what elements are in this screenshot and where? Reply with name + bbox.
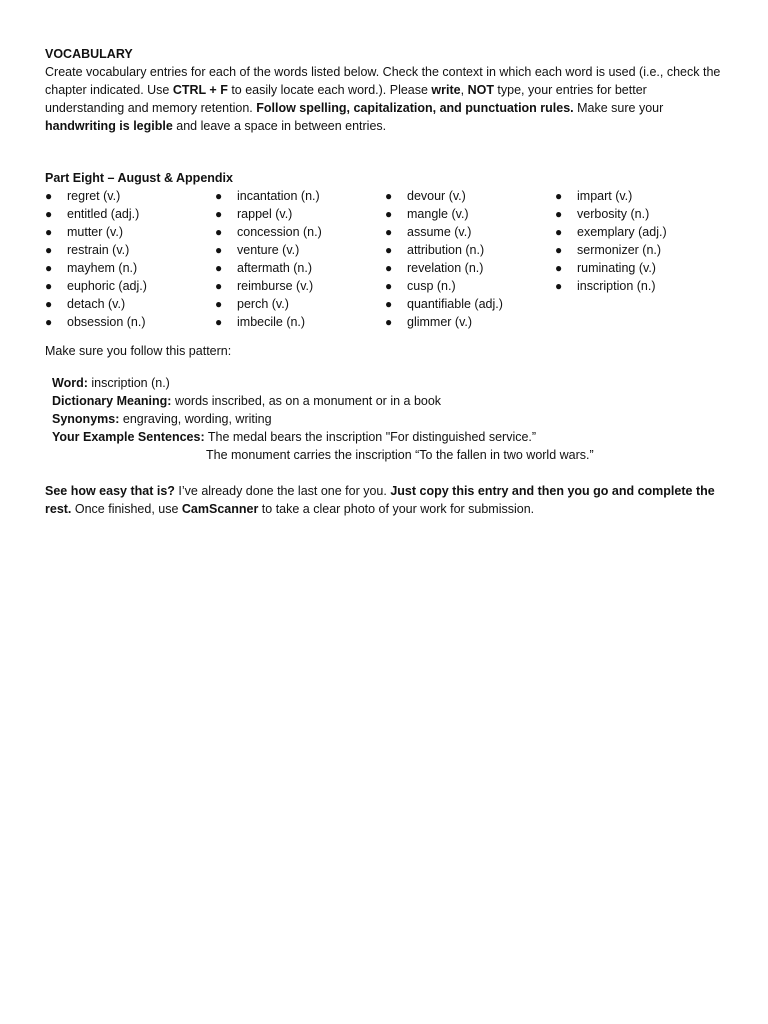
bullet-icon: ● bbox=[555, 207, 563, 221]
word-entry: mutter (v.) bbox=[67, 225, 124, 239]
word-entry: detach (v.) bbox=[67, 297, 126, 311]
bullet-icon: ● bbox=[385, 189, 393, 203]
bullet-icon: ● bbox=[215, 279, 223, 293]
bullet-icon: ● bbox=[385, 279, 393, 293]
word-entry: mayhem (n.) bbox=[67, 261, 138, 275]
word-entry: ruminating (v.) bbox=[577, 261, 656, 275]
list-item bbox=[45, 187, 215, 205]
list-item bbox=[215, 223, 385, 241]
sentences-label: Your Example Sentences: bbox=[52, 430, 205, 444]
word-entry: rappel (v.) bbox=[237, 207, 293, 221]
instructions-paragraph bbox=[45, 63, 725, 135]
word-entry: mangle (v.) bbox=[407, 207, 469, 221]
word-entry: restrain (v.) bbox=[67, 243, 130, 257]
not-emphasis: NOT bbox=[467, 83, 494, 97]
word-entry: attribution (n.) bbox=[407, 243, 485, 257]
word-entry: cusp (n.) bbox=[407, 279, 456, 293]
bullet-icon: ● bbox=[215, 243, 223, 257]
bullet-icon: ● bbox=[555, 225, 563, 239]
list-item bbox=[45, 223, 215, 241]
list-item bbox=[555, 223, 725, 241]
list-item bbox=[45, 259, 215, 277]
word-entry: quantifiable (adj.) bbox=[407, 297, 503, 311]
word-value: inscription (n.) bbox=[87, 376, 170, 390]
closing-paragraph bbox=[45, 482, 725, 518]
word-entry: regret (v.) bbox=[67, 189, 121, 203]
bullet-icon: ● bbox=[555, 243, 563, 257]
word-entry: inscription (n.) bbox=[577, 279, 656, 293]
bullet-icon: ● bbox=[555, 189, 563, 203]
ctrl-f-shortcut: CTRL + F bbox=[172, 83, 228, 97]
meaning-label: Dictionary Meaning: bbox=[52, 394, 172, 408]
word-entry: venture (v.) bbox=[237, 243, 300, 257]
bullet-icon: ● bbox=[45, 279, 53, 293]
bullet-icon: ● bbox=[385, 243, 393, 257]
word-entry: obsession (n.) bbox=[67, 315, 146, 329]
bullet-icon: ● bbox=[45, 243, 53, 257]
list-item bbox=[555, 241, 725, 259]
example-entry bbox=[45, 374, 725, 464]
list-item bbox=[215, 241, 385, 259]
bullet-icon: ● bbox=[215, 297, 223, 311]
rules-emphasis: Follow spelling, capitalization, and punctuation rules. bbox=[256, 101, 574, 115]
list-item bbox=[45, 205, 215, 223]
list-item bbox=[385, 259, 555, 277]
word-entry: sermonizer (n.) bbox=[577, 243, 662, 257]
instructions-text-1: Create vocabulary entries for each of the words listed below. Check the context in which each word is used (i.e., check the chapter indicated. Use bbox=[45, 65, 721, 97]
list-item bbox=[385, 205, 555, 223]
instructions-text-2: to easily locate each word.). Please bbox=[227, 83, 432, 97]
list-item bbox=[45, 241, 215, 259]
word-entry: revelation (n.) bbox=[407, 261, 484, 275]
closing-text-1: See how easy that is? bbox=[45, 484, 179, 498]
instructions-text-5: Make sure your bbox=[573, 101, 664, 115]
instructions-text-6: and leave a space in between entries. bbox=[172, 119, 387, 133]
part-title: Part Eight – August & Appendix bbox=[45, 171, 233, 185]
word-list bbox=[45, 187, 725, 331]
bullet-icon: ● bbox=[385, 225, 393, 239]
camscanner-name: CamScanner bbox=[181, 502, 259, 516]
worksheet-page bbox=[45, 45, 725, 531]
word-entry: verbosity (n.) bbox=[577, 207, 650, 221]
list-item bbox=[215, 313, 385, 331]
bullet-icon: ● bbox=[215, 315, 223, 329]
list-item bbox=[555, 277, 725, 295]
bullet-icon: ● bbox=[45, 189, 53, 203]
closing-text-3: Just copy this entry and then you go and complete the rest. bbox=[45, 484, 715, 516]
word-entry: glimmer (v.) bbox=[407, 315, 473, 329]
word-entry: impart (v.) bbox=[577, 189, 633, 203]
word-column-4 bbox=[555, 187, 725, 331]
list-item bbox=[385, 187, 555, 205]
word-entry: perch (v.) bbox=[237, 297, 289, 311]
closing-text-4: Once finished, use bbox=[71, 502, 182, 516]
closing-text-5: to take a clear photo of your work for submission. bbox=[258, 502, 535, 516]
bullet-icon: ● bbox=[45, 225, 53, 239]
list-item bbox=[215, 187, 385, 205]
example-meaning-row bbox=[52, 392, 725, 410]
word-entry: euphoric (adj.) bbox=[67, 279, 147, 293]
example-sentences-row bbox=[52, 428, 725, 446]
list-item bbox=[45, 277, 215, 295]
bullet-icon: ● bbox=[385, 207, 393, 221]
list-item bbox=[45, 295, 215, 313]
word-entry: concession (n.) bbox=[237, 225, 322, 239]
bullet-icon: ● bbox=[45, 207, 53, 221]
bullet-icon: ● bbox=[555, 279, 563, 293]
page-heading: VOCABULARY bbox=[45, 47, 133, 61]
synonyms-label: Synonyms: bbox=[52, 412, 120, 426]
handwriting-emphasis: handwriting is legible bbox=[45, 119, 173, 133]
word-entry: reimburse (v.) bbox=[237, 279, 314, 293]
sentence-2: The monument carries the inscription “To the fallen in two world wars.” bbox=[206, 448, 594, 462]
list-item bbox=[385, 223, 555, 241]
bullet-icon: ● bbox=[45, 297, 53, 311]
instructions-text-4: type, your entries for better understanding and memory retention. bbox=[45, 83, 647, 115]
word-entry: entitled (adj.) bbox=[67, 207, 140, 221]
list-item bbox=[385, 295, 555, 313]
word-entry: exemplary (adj.) bbox=[577, 225, 667, 239]
example-synonyms-row bbox=[52, 410, 725, 428]
word-entry: incantation (n.) bbox=[237, 189, 320, 203]
synonyms-value: engraving, wording, writing bbox=[119, 412, 272, 426]
closing-text-2: I’ve already done the last one for you. bbox=[178, 484, 391, 498]
bullet-icon: ● bbox=[45, 261, 53, 275]
word-entry: aftermath (n.) bbox=[237, 261, 313, 275]
list-item bbox=[215, 277, 385, 295]
word-column-1 bbox=[45, 187, 215, 331]
instructions-text-3: , bbox=[460, 83, 468, 97]
sentence-1: The medal bears the inscription "For distinguished service.” bbox=[204, 430, 537, 444]
word-label: Word: bbox=[52, 376, 88, 390]
list-item bbox=[215, 295, 385, 313]
bullet-icon: ● bbox=[385, 315, 393, 329]
list-item bbox=[385, 241, 555, 259]
list-item bbox=[45, 313, 215, 331]
list-item bbox=[555, 205, 725, 223]
example-word-row bbox=[52, 374, 725, 392]
bullet-icon: ● bbox=[215, 261, 223, 275]
word-entry: assume (v.) bbox=[407, 225, 472, 239]
list-item bbox=[385, 277, 555, 295]
word-entry: devour (v.) bbox=[407, 189, 466, 203]
bullet-icon: ● bbox=[215, 207, 223, 221]
bullet-icon: ● bbox=[45, 315, 53, 329]
bullet-icon: ● bbox=[555, 261, 563, 275]
list-item bbox=[555, 259, 725, 277]
list-item bbox=[215, 259, 385, 277]
bullet-icon: ● bbox=[215, 225, 223, 239]
list-item bbox=[555, 187, 725, 205]
write-emphasis: write bbox=[431, 83, 461, 97]
word-entry: imbecile (n.) bbox=[237, 315, 306, 329]
word-column-2 bbox=[215, 187, 385, 331]
bullet-icon: ● bbox=[215, 189, 223, 203]
list-item bbox=[215, 205, 385, 223]
list-item bbox=[385, 313, 555, 331]
bullet-icon: ● bbox=[385, 261, 393, 275]
word-column-3 bbox=[385, 187, 555, 331]
pattern-note: Make sure you follow this pattern: bbox=[45, 344, 232, 358]
meaning-value: words inscribed, as on a monument or in a book bbox=[171, 394, 442, 408]
bullet-icon: ● bbox=[385, 297, 393, 311]
